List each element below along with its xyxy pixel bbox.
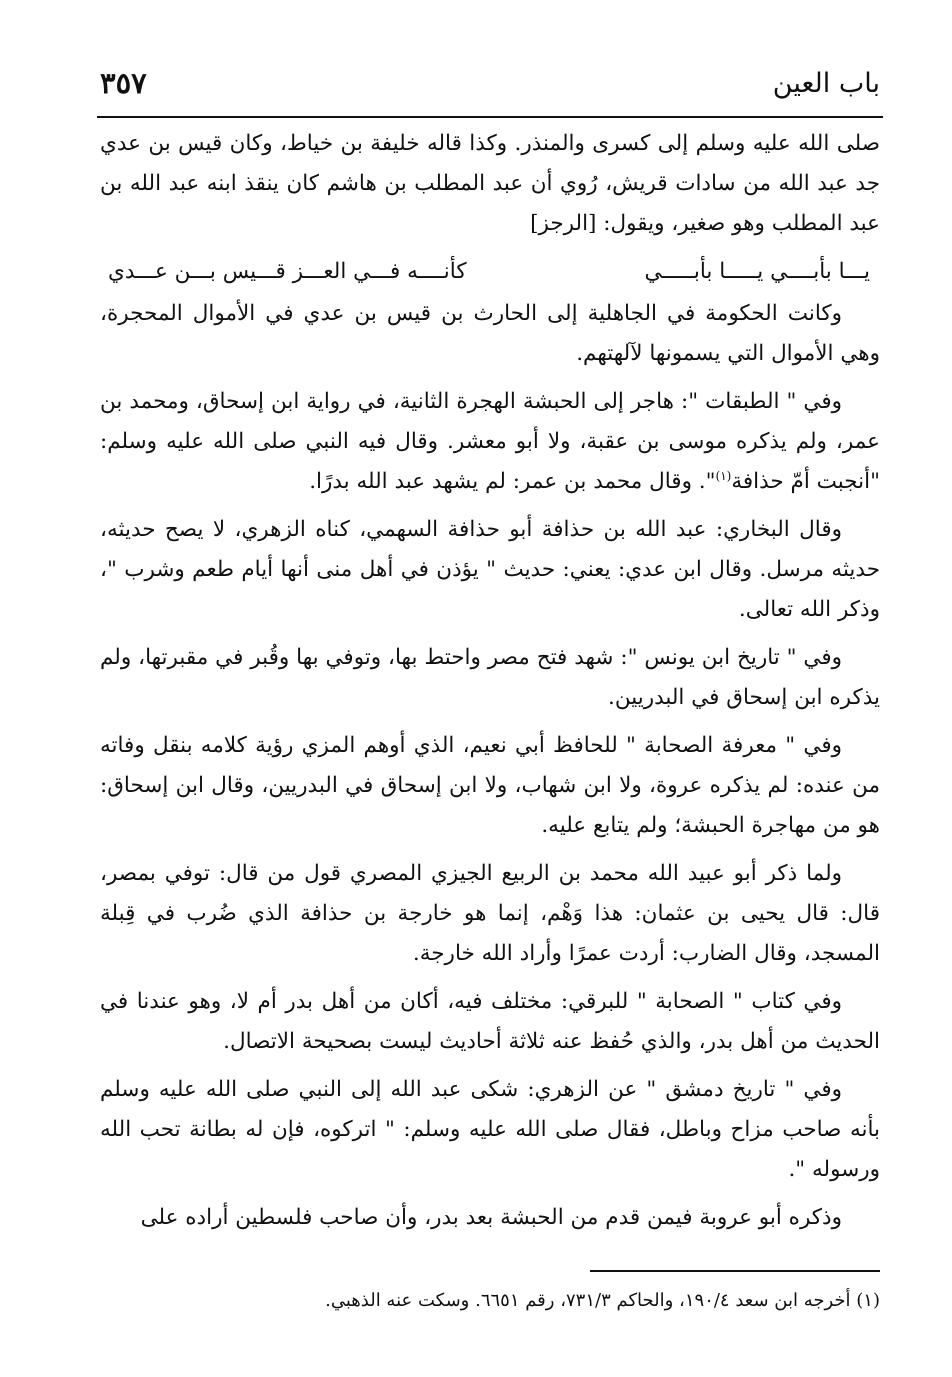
- paragraph-text: ". وقال محمد بن عمر: لم يشهد عبد الله بدرًا.: [309, 469, 716, 494]
- footnote: (١) أخرجه ابن سعد ١٩٠/٤، والحاكم ٧٣١/٣، رقم ٦٦٥١. وسكت عنه الذهبي.: [325, 1290, 880, 1311]
- header-divider: [97, 116, 883, 118]
- paragraph: وذكره أبو عروبة فيمن قدم من الحبشة بعد بدر، وأن صاحب فلسطين أراده على: [140, 1205, 842, 1230]
- paragraph: وكانت الحكومة في الجاهلية إلى الحارث بن قيس بن عدي في الأموال المحجرة، وهي الأموال التي يسمونها لآلهتهم.: [100, 301, 880, 366]
- footnote-reference[interactable]: (١): [715, 468, 732, 483]
- paragraph: وفي " تاريخ دمشق " عن الزهري: شكى عبد الله إلى النبي صلى الله عليه وسلم بأنه صاحب مزاح وباطل، فقال صلى الله عليه وسلم: " اتركوه، فإن له بطانة تحب الله ورسوله ".: [100, 1077, 880, 1182]
- paragraph-with-footnote: [100, 382, 880, 502]
- chapter-title: باب العين: [772, 67, 880, 99]
- paragraph: وفي " معرفة الصحابة " للحافظ أبي نعيم، الذي أوهم المزي رؤية كلامه بنقل وفاته من عنده: لم يذكره عروة، ولا ابن شهاب، ولا ابن إسحاق في البدريين، وقال ابن إسحاق: هو من مهاجرة الحبشة؛ ولم يتابع عليه.: [100, 733, 880, 838]
- page-number: ٣٥٧: [100, 66, 147, 100]
- verse-line: [100, 252, 880, 292]
- main-text: [100, 124, 880, 1246]
- footnote-divider: [590, 1270, 880, 1272]
- verse-first-hemistich: يـــا بأبــــي يـــــا بأبـــــي: [644, 259, 870, 284]
- paragraph: ولما ذكر أبو عبيد الله محمد بن الربيع الجيزي المصري قول من قال: توفي بمصر، قال: قال يحيى بن عثمان: هذا وَهْم، إنما هو خارجة بن حذافة الذي ضُرب في قِبلة المسجد، وقال الضارب: أردت عمرًا وأراد الله خارجة.: [100, 861, 880, 966]
- paragraph: صلى الله عليه وسلم إلى كسرى والمنذر. وكذا قاله خليفة بن خياط، وكان قيس بن عدي جد عبد الله من سادات قريش، رُوي أن عبد المطلب بن هاشم كان ينقذ ابنه عبد الله بن عبد المطلب وهو صغير، ويقول: [الرجز]: [100, 131, 880, 236]
- paragraph: وقال البخاري: عبد الله بن حذافة أبو حذافة السهمي، كناه الزهري، لا يصح حديثه، حديثه مرسل. وقال ابن عدي: يعني: حديث " يؤذن في أهل منى أنها أيام طعم وشرب "، وذكر الله تعالى.: [100, 517, 880, 622]
- verse-second-hemistich: كأنــــه فـــي العـــز قـــيس بـــن عـــدي: [108, 259, 467, 284]
- paragraph: وفي " تاريخ ابن يونس ": شهد فتح مصر واحتط بها، وتوفي بها وقُبر في مقبرتها، ولم يذكره ابن إسحاق في البدريين.: [100, 645, 880, 710]
- paragraph-text: وفي " الطبقات ": هاجر إلى الحبشة الهجرة الثانية، في رواية ابن إسحاق، ومحمد بن عمر، ولم يذكره موسى بن عقبة، ولا أبو معشر. وقال فيه النبي صلى الله عليه وسلم: "أنجبت أمّ حذافة: [100, 389, 880, 494]
- paragraph: وفي كتاب " الصحابة " للبرقي: مختلف فيه، أكان من أهل بدر أم لا، وهو عندنا في الحديث من أهل بدر، والذي حُفظ عنه ثلاثة أحاديث ليست بصحيحة الاتصال.: [100, 989, 880, 1054]
- running-header: [100, 58, 880, 108]
